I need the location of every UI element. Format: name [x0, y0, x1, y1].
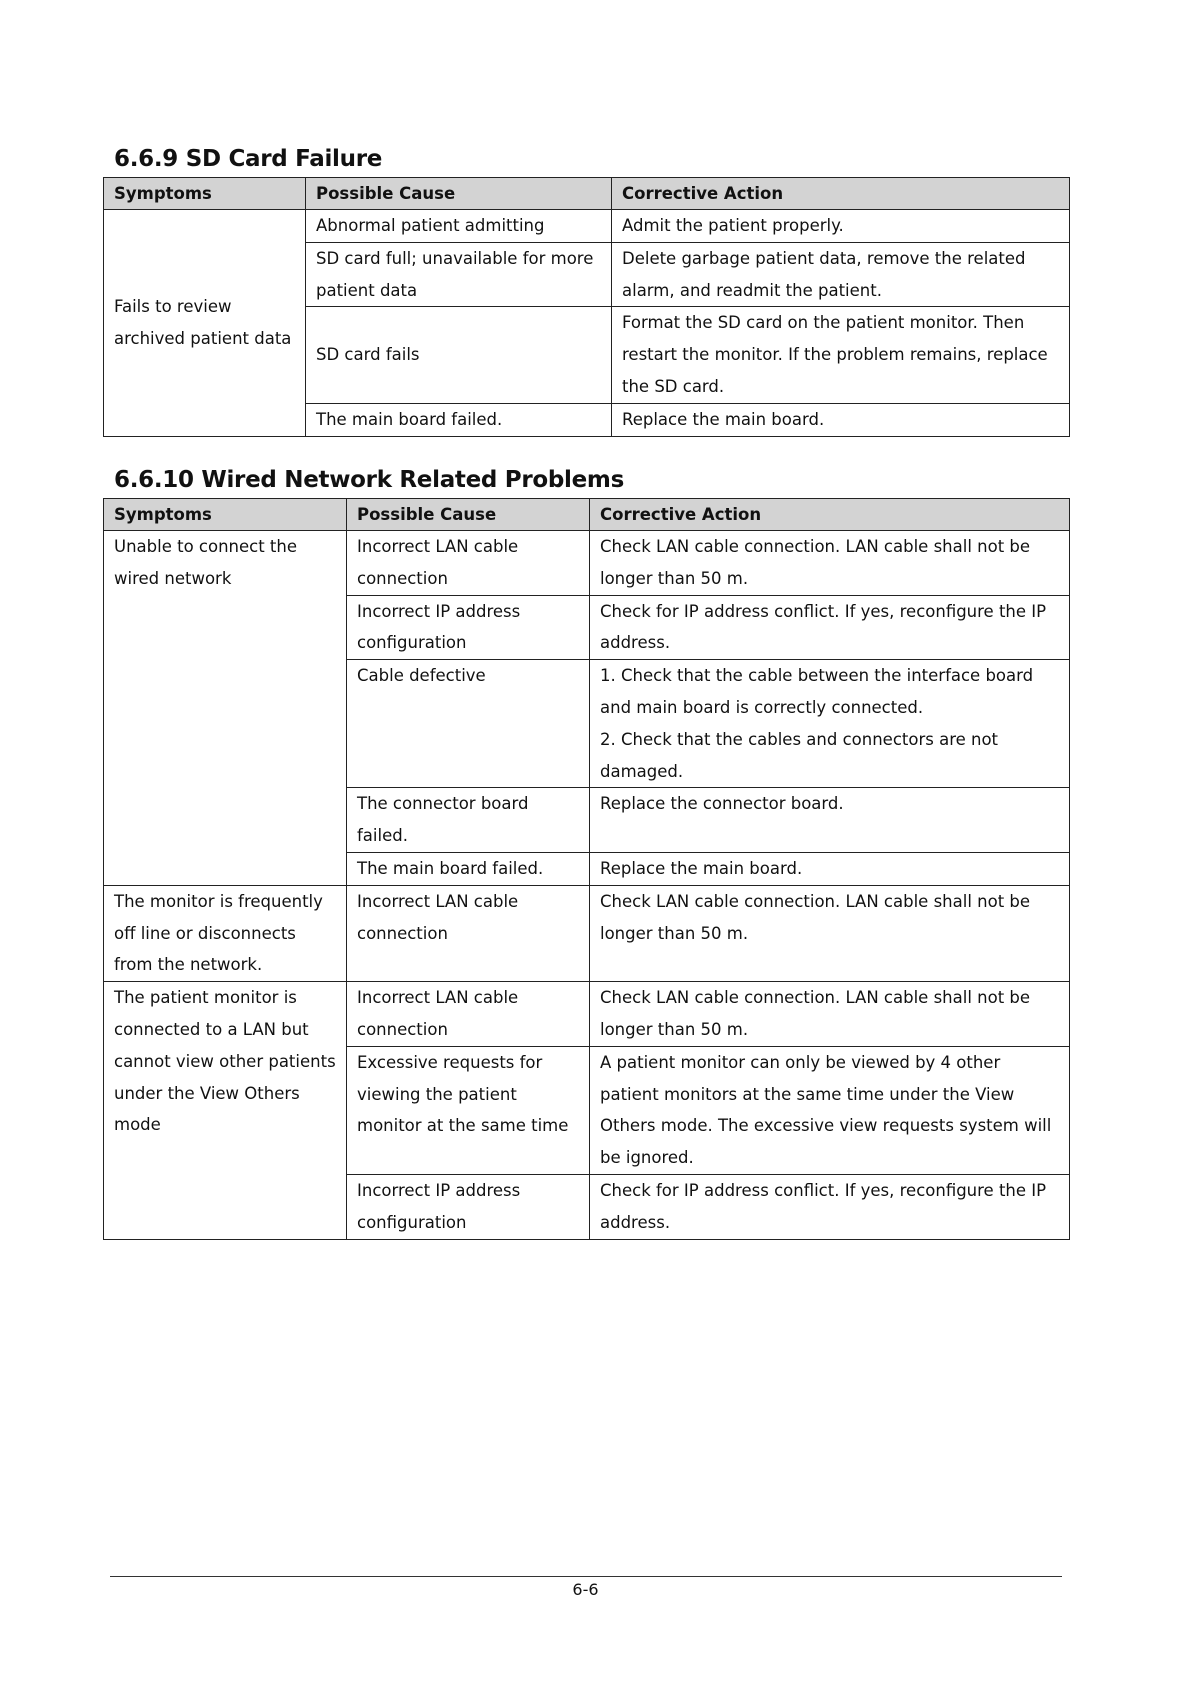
symptom-cell: Unable to connect the wired network: [104, 531, 347, 886]
symptom-cell: Fails to review archived patient data: [104, 210, 306, 437]
action-cell: Admit the patient properly.: [612, 210, 1070, 243]
action-cell: Format the SD card on the patient monitor. Then restart the monitor. If the problem remains, replace the SD card.: [612, 307, 1070, 403]
section-title-sd-card-failure: 6.6.9 SD Card Failure: [114, 146, 383, 172]
cause-cell: Incorrect LAN cable connection: [347, 982, 590, 1047]
action-cell: Check for IP address conflict. If yes, reconfigure the IP address.: [590, 1174, 1070, 1239]
header-symptoms: Symptoms: [104, 178, 306, 210]
table-row: [104, 982, 1070, 1047]
cause-cell: Excessive requests for viewing the patient monitor at the same time: [347, 1046, 590, 1174]
action-cell: Check for IP address conflict. If yes, reconfigure the IP address.: [590, 595, 1070, 660]
cause-cell: SD card fails: [306, 307, 612, 403]
header-corrective-action: Corrective Action: [612, 178, 1070, 210]
footer-divider: [110, 1576, 1062, 1577]
cause-cell: Incorrect LAN cable connection: [347, 531, 590, 596]
action-cell: Check LAN cable connection. LAN cable shall not be longer than 50 m.: [590, 885, 1070, 981]
action-cell: Check LAN cable connection. LAN cable shall not be longer than 50 m.: [590, 982, 1070, 1047]
symptom-cell: The monitor is frequently off line or disconnects from the network.: [104, 885, 347, 981]
cause-cell: Abnormal patient admitting: [306, 210, 612, 243]
cause-cell: The connector board failed.: [347, 788, 590, 853]
action-cell: Replace the main board.: [612, 403, 1070, 436]
section-title-wired-network: 6.6.10 Wired Network Related Problems: [114, 467, 624, 493]
action-cell: [590, 660, 1070, 788]
cause-cell: SD card full; unavailable for more patient data: [306, 242, 612, 307]
header-corrective-action: Corrective Action: [590, 499, 1070, 531]
action-cell: Check LAN cable connection. LAN cable shall not be longer than 50 m.: [590, 531, 1070, 596]
action-step: 2. Check that the cables and connectors are not damaged.: [600, 729, 999, 781]
table-row: [104, 885, 1070, 981]
table-row: [104, 531, 1070, 596]
header-symptoms: Symptoms: [104, 499, 347, 531]
action-cell: A patient monitor can only be viewed by 4 other patient monitors at the same time under the View Others mode. The excessive view requests system will be ignored.: [590, 1046, 1070, 1174]
cause-cell: Incorrect IP address configuration: [347, 595, 590, 660]
action-step: 1. Check that the cable between the interface board and main board is correctly connected.: [600, 666, 1034, 717]
action-cell: Delete garbage patient data, remove the related alarm, and readmit the patient.: [612, 242, 1070, 307]
cause-cell: Incorrect LAN cable connection: [347, 885, 590, 981]
cause-cell: The main board failed.: [347, 852, 590, 885]
sd-card-failure-table: [103, 177, 1070, 437]
action-cell: Replace the connector board.: [590, 788, 1070, 853]
header-possible-cause: Possible Cause: [306, 178, 612, 210]
symptom-cell: The patient monitor is connected to a LAN but cannot view other patients under the View Others mode: [104, 982, 347, 1239]
header-possible-cause: Possible Cause: [347, 499, 590, 531]
cause-cell: Incorrect IP address configuration: [347, 1174, 590, 1239]
wired-network-table: [103, 498, 1070, 1240]
table-header-row: [104, 499, 1070, 531]
table-header-row: [104, 178, 1070, 210]
page-number: 6-6: [572, 1580, 599, 1599]
table-row: [104, 210, 1070, 243]
action-cell: Replace the main board.: [590, 852, 1070, 885]
cause-cell: Cable defective: [347, 660, 590, 788]
cause-cell: The main board failed.: [306, 403, 612, 436]
